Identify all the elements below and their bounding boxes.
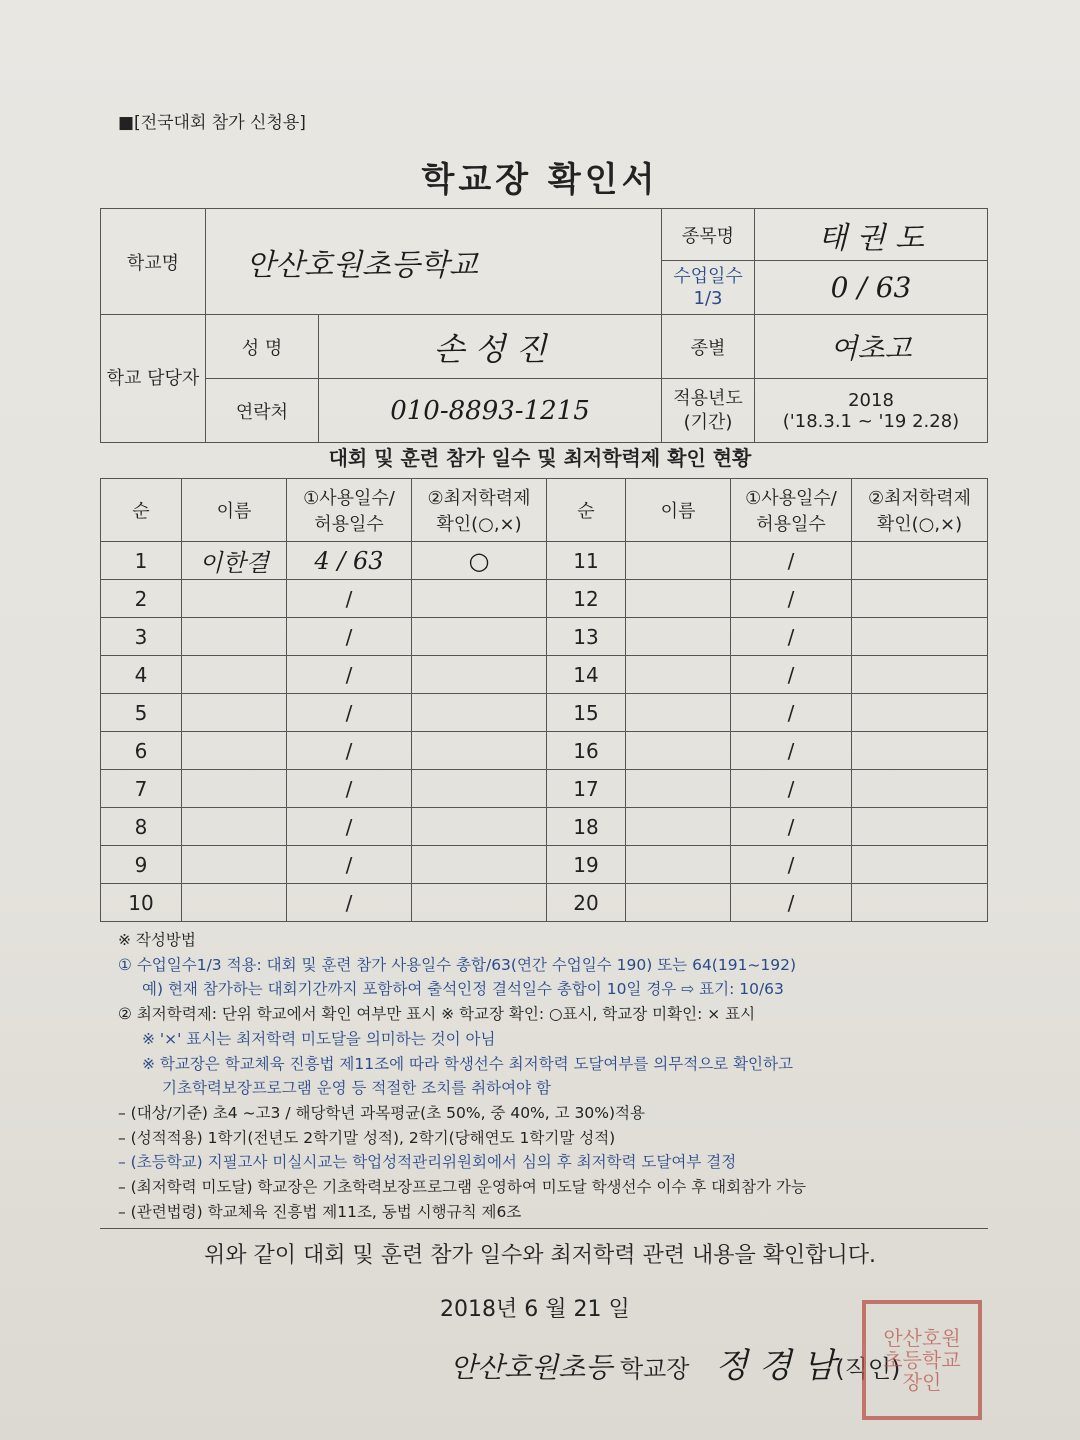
row-name: [182, 846, 287, 884]
row-no: 18: [547, 808, 626, 846]
note-2c: ※ 학교장은 학교체육 진흥법 제11조에 따라 학생선수 최저학력 도달여부를 의무적으로 확인하고: [142, 1054, 793, 1073]
row-check: [852, 580, 988, 618]
event-label: 종목명: [662, 209, 755, 261]
school-name-value: 안산호원초등학교: [206, 209, 662, 315]
notes-heading: ※ 작성방법: [118, 931, 196, 949]
row-check: [412, 618, 547, 656]
col-name-right: 이름: [626, 479, 731, 542]
row-name: [182, 656, 287, 694]
sign-school: 안산호원초등: [450, 1351, 613, 1384]
row-name: [182, 732, 287, 770]
sign-seal-mark: (직인): [835, 1355, 901, 1383]
contact-label: 연락처: [206, 379, 319, 443]
row-no: 13: [547, 618, 626, 656]
row-no: 6: [101, 732, 182, 770]
confirmation-text: 위와 같이 대회 및 훈련 참가 일수와 최저학력 관련 내용을 확인합니다.: [204, 1243, 876, 1268]
row-no: 19: [547, 846, 626, 884]
col-name: 이름: [182, 479, 287, 542]
row-days: /: [731, 542, 852, 580]
detail-5: – (관련법령) 학교체육 진흥법 제11조, 동법 시행규칙 제6조: [118, 1202, 522, 1221]
category-label: 종별: [662, 315, 755, 379]
year-label: 적용년도 (기간): [662, 379, 755, 443]
row-no: 4: [101, 656, 182, 694]
row-check: [852, 542, 988, 580]
col-days: ①사용일수/ 허용일수: [287, 479, 412, 542]
row-name: [626, 808, 731, 846]
row-check: ○: [412, 542, 547, 580]
school-name-label: 학교명: [101, 209, 206, 315]
note-1b: 예) 현재 참가하는 대회기간까지 포함하여 출석인정 결석일수 총합이 10일 경우 ⇨ 표기: 10/63: [142, 980, 784, 999]
row-name: [182, 770, 287, 808]
row-name: [626, 694, 731, 732]
row-name: [182, 694, 287, 732]
table-row: [101, 618, 988, 656]
col-no: 순: [101, 479, 182, 542]
sign-role: 학교장: [619, 1355, 690, 1383]
row-name: [626, 846, 731, 884]
row-days: /: [287, 846, 412, 884]
note-1a: ① 수업일수1/3 적용: 대회 및 훈련 참가 사용일수 총합/63(연간 수업일수 190) 또는 64(191~192): [118, 955, 797, 974]
row-name: [626, 618, 731, 656]
row-days: 4 / 63: [287, 542, 412, 580]
row-days: /: [731, 732, 852, 770]
row-no: 14: [547, 656, 626, 694]
row-days: /: [731, 884, 852, 922]
row-days: /: [287, 694, 412, 732]
detail-4: – (최저학력 미도달) 학교장은 기초학력보장프로그램 운영하여 미도달 학생선수 이수 후 대회참가 가능: [118, 1178, 806, 1197]
row-no: 15: [547, 694, 626, 732]
row-check: [412, 580, 547, 618]
detail-3: – (초등학교) 지필고사 미실시교는 학업성적관리위원회에서 심의 후 최저학력 도달여부 결정: [118, 1153, 737, 1172]
category-value: 여초고: [755, 315, 988, 379]
detail-2: – (성적적용) 1학기(전년도 2학기말 성적), 2학기(당해연도 1학기말 성적): [118, 1128, 616, 1147]
manager-name-value: 손 성 진: [319, 315, 662, 379]
form-type-label: ■[전국대회 참가 신청용]: [118, 113, 306, 133]
row-no: 12: [547, 580, 626, 618]
row-name: [626, 656, 731, 694]
row-no: 3: [101, 618, 182, 656]
table-row: [101, 846, 988, 884]
divider: [100, 1228, 988, 1229]
note-2d: 기초학력보장프로그램 운영 등 적절한 조치를 취하여야 함: [162, 1079, 551, 1098]
school-info-table: [100, 208, 988, 443]
year-cell: [755, 379, 988, 443]
table-row: [101, 884, 988, 922]
row-days: /: [287, 884, 412, 922]
table-row: [101, 732, 988, 770]
table-row: [101, 808, 988, 846]
row-days: /: [731, 580, 852, 618]
row-no: 7: [101, 770, 182, 808]
status-subheading: 대회 및 훈련 참가 일수 및 최저학력제 확인 현황: [328, 446, 752, 470]
row-check: [412, 808, 547, 846]
row-check: [412, 656, 547, 694]
row-days: /: [731, 808, 852, 846]
col-check-right: ②최저학력제 확인(○,×): [852, 479, 988, 542]
row-days: /: [287, 580, 412, 618]
row-name: [182, 618, 287, 656]
year-period: ('18.3.1 ~ '19 2.28): [782, 410, 960, 432]
col-check: ②최저학력제 확인(○,×): [412, 479, 547, 542]
row-no: 1: [101, 542, 182, 580]
contact-value: 010-8893-1215: [319, 379, 662, 443]
note-2b: ※ '×' 표시는 최저학력 미도달을 의미하는 것이 아님: [142, 1029, 496, 1048]
table-row: [101, 542, 988, 580]
row-check: [852, 732, 988, 770]
sign-name: 정 경 남: [715, 1346, 836, 1386]
row-no: 16: [547, 732, 626, 770]
row-days: /: [287, 656, 412, 694]
instructions: [118, 928, 998, 1224]
class-days-label: 수업일수 1/3: [662, 261, 755, 315]
row-check: [412, 770, 547, 808]
row-no: 5: [101, 694, 182, 732]
table-row: [101, 656, 988, 694]
row-name: 이한결: [182, 542, 287, 580]
row-no: 8: [101, 808, 182, 846]
row-check: [852, 846, 988, 884]
row-days: /: [731, 770, 852, 808]
row-check: [412, 846, 547, 884]
row-check: [852, 808, 988, 846]
official-seal: [862, 1300, 982, 1420]
date-text: 2018년 6 월 21 일: [440, 1297, 630, 1322]
row-days: /: [287, 618, 412, 656]
row-name: [182, 808, 287, 846]
row-days: /: [287, 732, 412, 770]
participation-table: [100, 478, 988, 922]
row-no: 17: [547, 770, 626, 808]
col-no-right: 순: [547, 479, 626, 542]
row-name: [626, 580, 731, 618]
row-no: 20: [547, 884, 626, 922]
row-check: [412, 884, 547, 922]
row-name: [626, 770, 731, 808]
row-check: [852, 770, 988, 808]
row-name: [626, 732, 731, 770]
row-name: [182, 884, 287, 922]
row-check: [412, 732, 547, 770]
row-name: [626, 542, 731, 580]
manager-label: 학교 담당자: [101, 315, 206, 443]
row-no: 2: [101, 580, 182, 618]
detail-1: – (대상/기준) 초4 ~고3 / 해당학년 과목평균(초 50%, 중 40%, 고 30%)적용: [118, 1103, 645, 1122]
event-value: 태 권 도: [755, 209, 988, 261]
row-days: /: [731, 694, 852, 732]
seal-text: 안산호원초등학교장인: [883, 1326, 961, 1394]
row-name: [626, 884, 731, 922]
row-check: [852, 618, 988, 656]
col-days-right: ①사용일수/ 허용일수: [731, 479, 852, 542]
year-value: 2018: [848, 389, 894, 411]
row-no: 9: [101, 846, 182, 884]
row-check: [852, 694, 988, 732]
row-check: [852, 884, 988, 922]
row-check: [852, 656, 988, 694]
row-days: /: [731, 618, 852, 656]
table-header-row: [101, 479, 988, 542]
note-2a: ② 최저학력제: 단위 학교에서 확인 여부만 표시 ※ 학교장 확인: ○표시, 학교장 미확인: × 표시: [118, 1005, 756, 1024]
table-row: [101, 694, 988, 732]
row-days: /: [731, 656, 852, 694]
row-days: /: [287, 808, 412, 846]
manager-name-label: 성 명: [206, 315, 319, 379]
class-days-value: 0 / 63: [755, 261, 988, 315]
row-no: 11: [547, 542, 626, 580]
table-row: [101, 770, 988, 808]
row-check: [412, 694, 547, 732]
row-days: /: [287, 770, 412, 808]
row-days: /: [731, 846, 852, 884]
table-row: [101, 580, 988, 618]
document-title: 학교장 확인서: [421, 160, 659, 200]
signature-line: [450, 1338, 900, 1387]
row-name: [182, 580, 287, 618]
row-no: 10: [101, 884, 182, 922]
